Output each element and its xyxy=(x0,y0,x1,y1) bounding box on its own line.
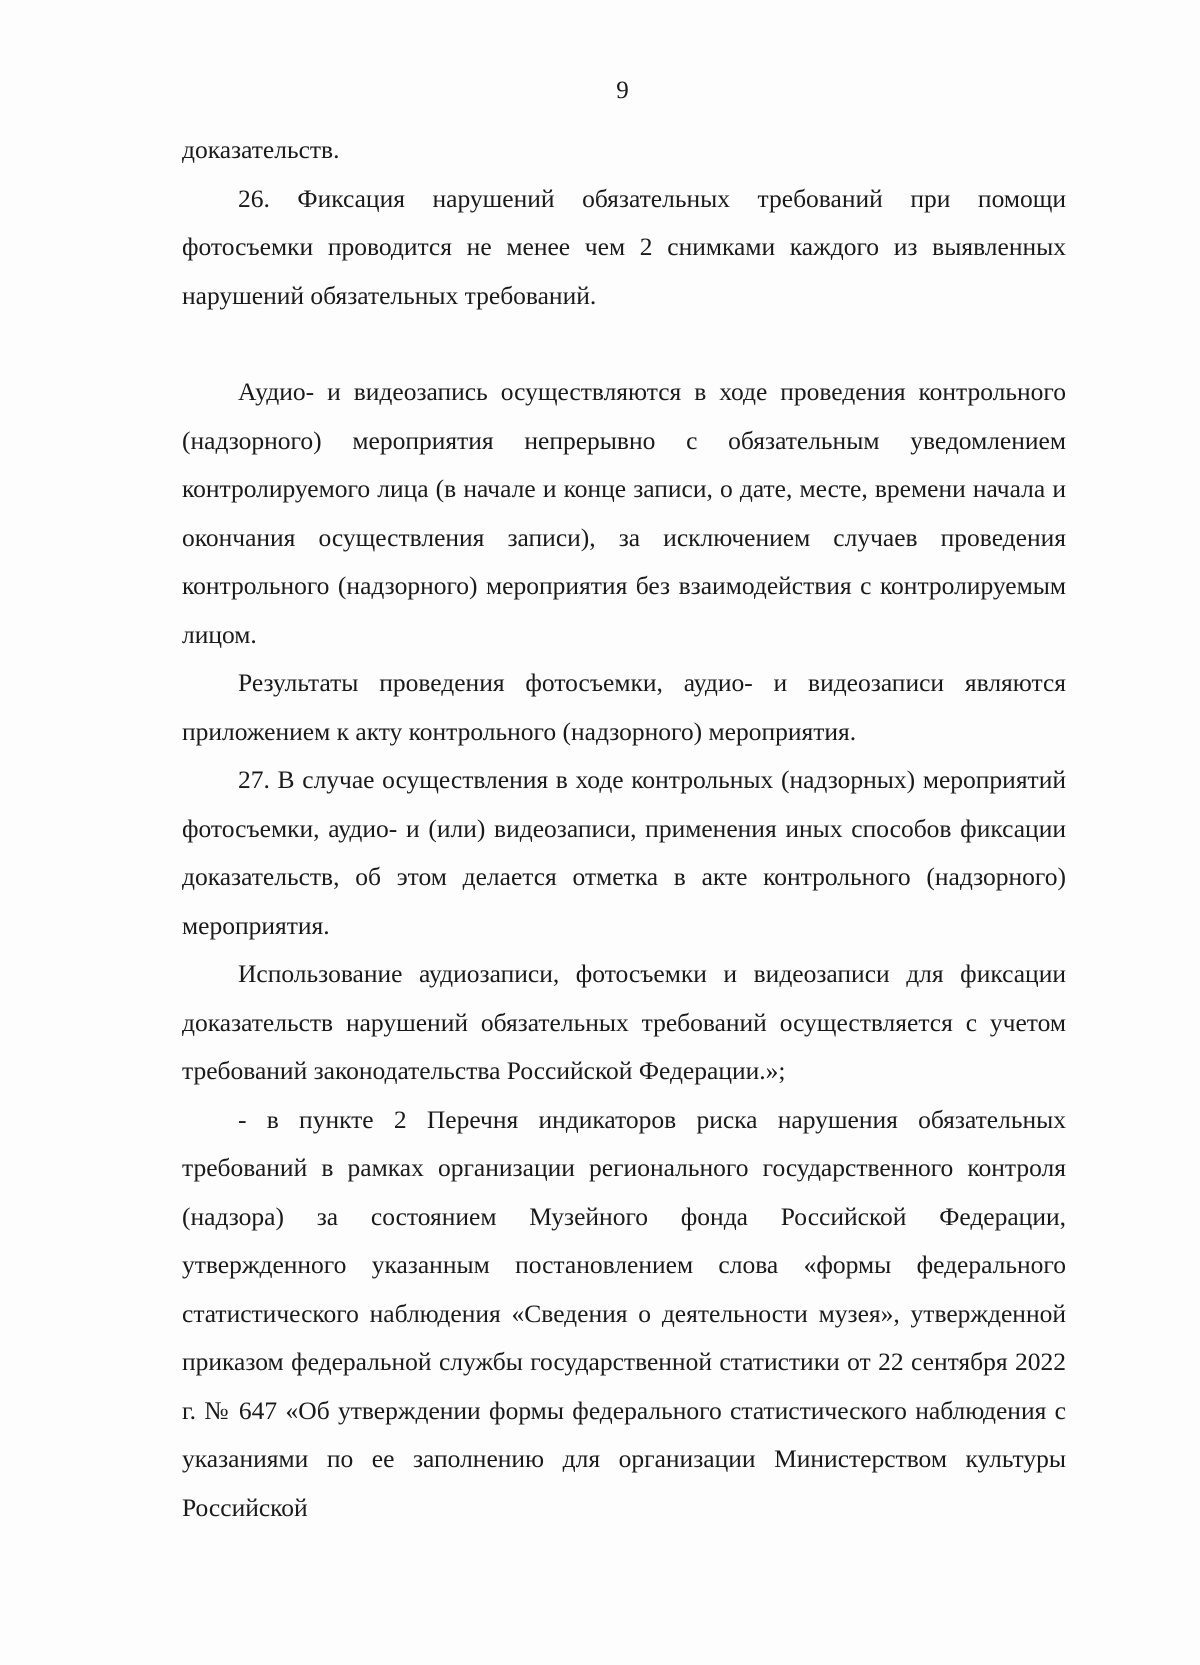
paragraph-audio-video: Аудио- и видеозапись осуществляются в ходе проведения контрольного (надзорного) мероприятия непрерывно с обязательным уведомлением контролируемого лица (в начале и конце записи, о дате, месте, времени начала и окончания осуществления записи), за исключением случаев проведения контрольного (надзорного) мероприятия без взаимодействия с контролируемым лицом. xyxy=(182,377,1066,649)
paragraph-continuation: доказательств. xyxy=(182,135,340,164)
page-number: 9 xyxy=(616,77,629,104)
paragraph-usage: Использование аудиозаписи, фотосъемки и видеозаписи для фиксации доказательств нарушений обязательных требований осуществляется с учетом требований законодательства Российской Федерации.»; xyxy=(182,959,1066,1085)
paragraph-item-26: 26. Фиксация нарушений обязательных требований при помощи фотосъемки проводится не менее чем 2 снимками каждого из выявленных нарушений обязательных требований. xyxy=(182,183,1066,310)
paragraph-results: Результаты проведения фотосъемки, аудио- и видеозаписи являются приложением к акту контрольного (надзорного) мероприятия. xyxy=(182,668,1066,746)
paragraph-item-27: 27. В случае осуществления в ходе контрольных (надзорных) мероприятий фотосъемки, аудио- и (или) видеозаписи, применения иных способов фиксации доказательств, об этом делается отметка в акте контрольного (надзорного) мероприятия. xyxy=(182,765,1066,940)
document-body xyxy=(182,126,1066,1532)
paragraph-amendment: - в пункте 2 Перечня индикаторов риска нарушения обязательных требований в рамках организации регионального государственного контроля (надзора) за состоянием Музейного фонда Российской Федерации, утвержденного указанным постановлением слова «формы федерального статистического наблюдения «Сведения о деятельности музея», утвержденной приказом федеральной службы государственной статистики от 22 сентября 2022 г. № 647 «Об утверждении формы федерального статистического наблюдения с указаниями по ее заполнению для организации Министерством культуры Российской xyxy=(182,1104,1066,1522)
paragraph-gap xyxy=(182,320,1066,368)
